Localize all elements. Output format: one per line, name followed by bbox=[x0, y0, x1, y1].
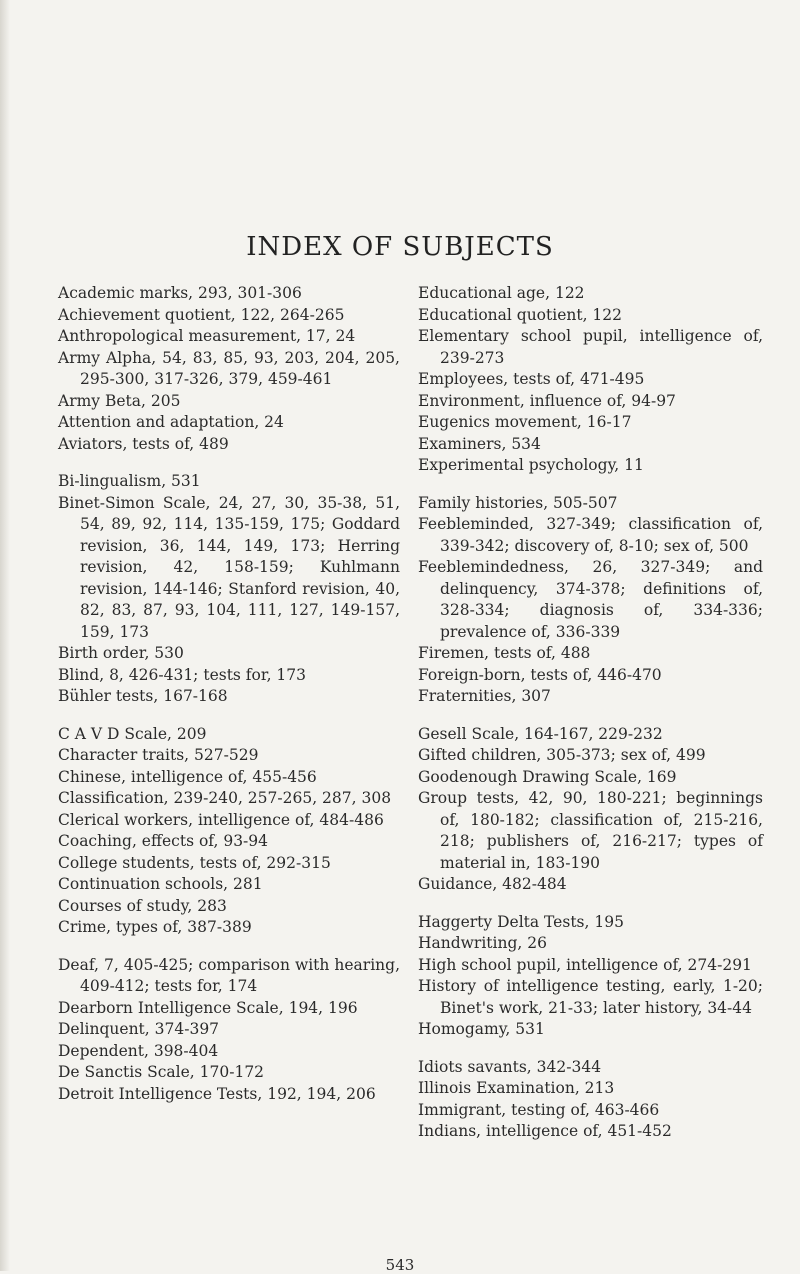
index-entry: Immigrant, testing of, 463-466 bbox=[418, 1100, 660, 1119]
page-number: 543 bbox=[385, 1256, 415, 1274]
index-entry: Experimental psychology, 11 bbox=[418, 456, 644, 474]
index-entry: Feebleminded, 327-349; classification of, 339-342; discovery of, 8-10; sex of, 500 bbox=[418, 515, 763, 555]
index-entry: Foreign-born, tests of, 446-470 bbox=[418, 665, 662, 684]
index-entry: Environment, influence of, 94-97 bbox=[418, 391, 676, 410]
index-entry: Army Beta, 205 bbox=[58, 391, 181, 410]
index-entry: Fraternities, 307 bbox=[418, 687, 551, 705]
index-entry: Achievement quotient, 122, 264-265 bbox=[58, 305, 345, 324]
index-group-b bbox=[58, 471, 400, 708]
index-entry: Attention and adaptation, 24 bbox=[58, 413, 284, 431]
index-entry: Gifted children, 305-373; sex of, 499 bbox=[418, 746, 706, 764]
index-entry: Continuation schools, 281 bbox=[58, 875, 263, 893]
index-group-h bbox=[418, 912, 763, 1041]
index-entry: History of intelligence testing, early, 1-20; Binet's work, 21-33; later history, 34-44 bbox=[418, 977, 763, 1017]
index-entry: Group tests, 42, 90, 180-221; beginnings of, 180-182; classification of, 215-216, 218; publishers of, 216-217; types of material in, 183-190 bbox=[418, 789, 763, 872]
index-entry: Eugenics movement, 16-17 bbox=[418, 413, 632, 431]
index-entry: Handwriting, 26 bbox=[418, 934, 547, 952]
index-entry: College students, tests of, 292-315 bbox=[58, 853, 331, 872]
index-entry: Bühler tests, 167-168 bbox=[58, 687, 228, 705]
index-entry: Deaf, 7, 405-425; comparison with hearing, 409-412; tests for, 174 bbox=[58, 955, 400, 995]
index-entry: Birth order, 530 bbox=[58, 644, 184, 662]
index-entry: Educational age, 122 bbox=[418, 284, 585, 302]
index-entry: Dearborn Intelligence Scale, 194, 196 bbox=[58, 998, 358, 1017]
index-group-c bbox=[58, 724, 400, 939]
index-entry: Firemen, tests of, 488 bbox=[418, 644, 591, 662]
index-entry: Family histories, 505-507 bbox=[418, 493, 618, 512]
index-entry: Coaching, effects of, 93-94 bbox=[58, 832, 269, 850]
right-column bbox=[418, 283, 763, 1159]
index-entry: C A V D Scale, 209 bbox=[58, 724, 207, 743]
index-entry: Elementary school pupil, intelligence of, 239-273 bbox=[418, 327, 763, 367]
index-entry: Gesell Scale, 164-167, 229-232 bbox=[418, 724, 663, 743]
index-entry: Goodenough Drawing Scale, 169 bbox=[418, 767, 677, 786]
index-entry: Detroit Intelligence Tests, 192, 194, 206 bbox=[58, 1084, 376, 1103]
index-entry: Character traits, 527-529 bbox=[58, 746, 259, 764]
index-entry: Educational quotient, 122 bbox=[418, 305, 623, 324]
index-entry: Indians, intelligence of, 451-452 bbox=[418, 1122, 672, 1140]
page-title: INDEX OF SUBJECTS bbox=[246, 232, 554, 262]
index-entry: Army Alpha, 54, 83, 85, 93, 203, 204, 205, 295-300, 317-326, 379, 459-461 bbox=[58, 348, 400, 388]
index-entry: High school pupil, intelligence of, 274-291 bbox=[418, 955, 752, 974]
index-entry: Blind, 8, 426-431; tests for, 173 bbox=[58, 665, 307, 684]
index-entry: Classification, 239-240, 257-265, 287, 308 bbox=[58, 789, 392, 807]
index-entry: Bi-lingualism, 531 bbox=[58, 472, 201, 490]
index-group-f bbox=[418, 493, 763, 708]
index-entry: Idiots savants, 342-344 bbox=[418, 1057, 602, 1076]
index-entry: Crime, types of, 387-389 bbox=[58, 918, 252, 936]
index-entry: Aviators, tests of, 489 bbox=[58, 434, 229, 453]
left-column bbox=[58, 283, 400, 1121]
index-group-d bbox=[58, 955, 400, 1106]
index-entry: Haggerty Delta Tests, 195 bbox=[418, 912, 624, 931]
index-entry: Illinois Examination, 213 bbox=[418, 1079, 615, 1097]
index-entry: Dependent, 398-404 bbox=[58, 1041, 219, 1060]
index-entry: Anthropological measurement, 17, 24 bbox=[58, 327, 356, 345]
index-entry: Guidance, 482-484 bbox=[418, 875, 567, 893]
index-group-a bbox=[58, 283, 400, 455]
index-entry: De Sanctis Scale, 170-172 bbox=[58, 1063, 265, 1081]
page-edge bbox=[0, 0, 10, 1271]
index-entry: Examiners, 534 bbox=[418, 434, 541, 453]
index-group-i bbox=[418, 1057, 763, 1143]
index-entry: Feeblemindedness, 26, 327-349; and delinquency, 374-378; definitions of, 328-334; diagnosis of, 334-336; prevalence of, 336-339 bbox=[418, 558, 763, 641]
index-entry: Delinquent, 374-397 bbox=[58, 1020, 220, 1038]
index-entry: Homogamy, 531 bbox=[418, 1020, 545, 1038]
index-entry: Clerical workers, intelligence of, 484-486 bbox=[58, 810, 384, 829]
index-entry: Academic marks, 293, 301-306 bbox=[58, 284, 302, 302]
index-group-g bbox=[418, 724, 763, 896]
index-entry: Courses of study, 283 bbox=[58, 896, 227, 915]
index-entry: Binet-Simon Scale, 24, 27, 30, 35-38, 51, 54, 89, 92, 114, 135-159, 175; Goddard revision, 36, 144, 149, 173; Herring revision, 42, 158-159; Kuhlmann revision, 144-146; Stanford revision, 40, 82, 83, 87, 93, 104, 111, 127, 149-157, 159, 173 bbox=[58, 493, 400, 641]
index-entry: Chinese, intelligence of, 455-456 bbox=[58, 767, 317, 786]
index-group-e bbox=[418, 283, 763, 477]
index-entry: Employees, tests of, 471-495 bbox=[418, 370, 645, 388]
